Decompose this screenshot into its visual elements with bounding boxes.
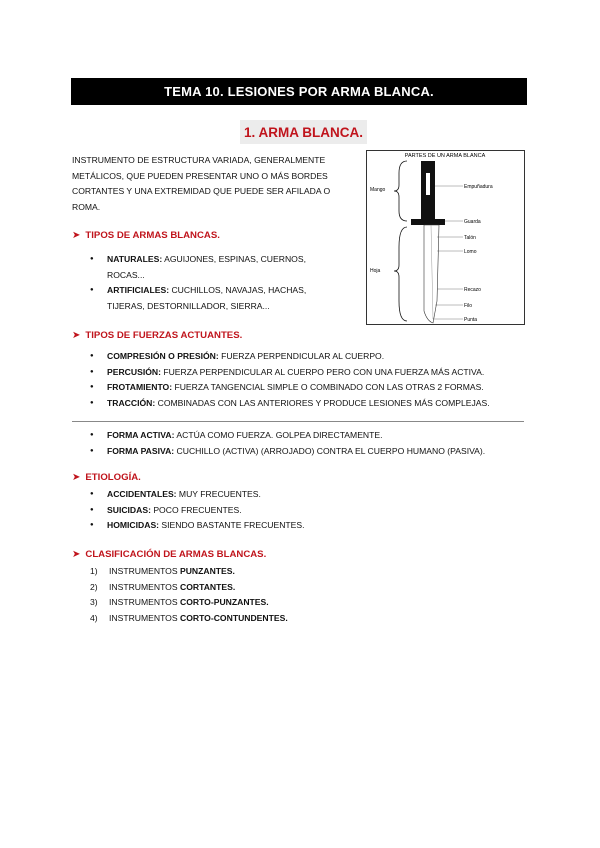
list-clasificacion: [90, 564, 288, 626]
list-formas: [90, 428, 485, 459]
label-talon: Talón: [464, 235, 476, 241]
divider: [72, 421, 524, 422]
item-label: COMPRESIÓN O PRESIÓN:: [107, 351, 219, 361]
list-item: [90, 503, 305, 519]
label-filo: Filo: [464, 303, 473, 309]
heading-etiologia: [72, 472, 141, 483]
list-etiologia: [90, 487, 305, 534]
list-item: [90, 444, 485, 460]
item-label: NATURALES:: [107, 254, 163, 264]
list-item: [90, 518, 305, 534]
item-text: FUERZA PERPENDICULAR AL CUERPO PERO CON UNA FUERZA MÁS ACTIVA.: [160, 366, 485, 377]
heading-text: CLASIFICACIÓN DE ARMAS BLANCAS.: [85, 549, 267, 560]
item-label: FORMA ACTIVA:: [107, 430, 175, 440]
item-label: FORMA PASIVA:: [107, 445, 175, 456]
label-punta: Punta: [464, 317, 478, 323]
intro-line: METÁLICOS, QUE PUEDEN PRESENTAR UNO O MÁS BORDES: [72, 170, 328, 181]
list-item: [90, 564, 288, 580]
list-item-cont: [90, 268, 306, 284]
list-item-cont: [90, 299, 306, 315]
list-item: [90, 252, 306, 268]
section-title: 1. ARMA BLANCA.: [240, 120, 367, 144]
handle-slot: [426, 173, 430, 195]
list-tipos-fuerzas: [90, 349, 490, 411]
list-item: [90, 580, 288, 596]
arrow-icon: ➤: [72, 230, 81, 241]
heading-tipos-armas: [72, 230, 220, 241]
figure-title: PARTES DE UN ARMA BLANCA: [404, 153, 486, 159]
list-tipos-armas: [90, 252, 306, 314]
item-text-cont: ROCAS...: [107, 269, 145, 280]
heading-text: ETIOLOGÍA.: [85, 472, 141, 483]
item-text: INSTRUMENTOS: [109, 612, 180, 623]
list-item: [90, 487, 305, 503]
intro-paragraph: [72, 153, 357, 215]
list-item: [90, 349, 490, 365]
heading-text: TIPOS DE FUERZAS ACTUANTES.: [85, 330, 243, 341]
item-text: MUY FRECUENTES.: [176, 489, 261, 499]
item-text: CUCHILLO (ACTIVA) (ARROJADO) CONTRA EL CUERPO HUMANO (PASIVA).: [174, 445, 486, 456]
arrow-icon: ➤: [72, 330, 81, 341]
item-label: SUICIDAS:: [107, 504, 151, 515]
list-item: [90, 396, 490, 412]
heading-text: TIPOS DE ARMAS BLANCAS.: [85, 230, 220, 241]
item-number: 2): [90, 581, 98, 592]
item-text: INSTRUMENTOS: [109, 566, 180, 576]
list-item: [90, 611, 288, 627]
item-label: TRACCIÓN:: [107, 397, 156, 408]
item-number: 4): [90, 612, 98, 623]
list-item: [90, 283, 306, 299]
list-item: [90, 380, 490, 396]
label-hoja: Hoja: [370, 268, 381, 274]
label-empunadura: Empuñadura: [464, 184, 493, 190]
item-label: HOMICIDAS:: [107, 520, 160, 530]
item-text: POCO FRECUENTES.: [150, 504, 242, 515]
arrow-icon: ➤: [72, 472, 81, 483]
heading-tipos-fuerzas: [72, 330, 242, 341]
item-label: CORTO-CONTUNDENTES.: [179, 612, 288, 623]
intro-line: ROMA.: [72, 201, 101, 212]
label-recazo: Recazo: [464, 287, 481, 293]
blade-brace: [394, 227, 407, 321]
knife-diagram-svg: [367, 151, 524, 324]
intro-line: INSTRUMENTO DE ESTRUCTURA VARIADA, GENERALMENTE: [72, 155, 326, 165]
item-text: CUCHILLOS, NAVAJAS, HACHAS,: [169, 285, 307, 295]
page-title: TEMA 10. LESIONES POR ARMA BLANCA.: [71, 78, 527, 105]
handle-brace: [394, 161, 407, 221]
label-lomo: Lomo: [464, 249, 477, 255]
label-mango: Mango: [370, 187, 386, 193]
item-label: ARTIFICIALES:: [107, 285, 170, 295]
item-number: 1): [90, 566, 98, 576]
item-text: SIENDO BASTANTE FRECUENTES.: [159, 520, 305, 530]
item-label: PUNZANTES.: [179, 566, 235, 576]
item-number: 3): [90, 597, 98, 607]
item-text: AGUIJONES, ESPINAS, CUERNOS,: [162, 254, 306, 264]
item-text: FUERZA PERPENDICULAR AL CUERPO.: [218, 351, 385, 361]
item-label: PERCUSIÓN:: [107, 366, 161, 377]
item-text: INSTRUMENTOS: [109, 597, 180, 607]
item-label: ACCIDENTALES:: [107, 489, 177, 499]
intro-line: CORTANTES Y UNA EXTREMIDAD QUE PUEDE SER AFILADA O: [72, 186, 331, 196]
item-label: FROTAMIENTO:: [107, 382, 173, 392]
item-text-cont: TIJERAS, DESTORNILLADOR, SIERRA...: [107, 300, 270, 311]
list-item: [90, 428, 485, 444]
label-guarda: Guarda: [464, 219, 481, 225]
item-text: INSTRUMENTOS: [109, 581, 180, 592]
list-item: [90, 595, 288, 611]
item-text: COMBINADAS CON LAS ANTERIORES Y PRODUCE LESIONES MÁS COMPLEJAS.: [155, 397, 490, 408]
item-label: CORTO-PUNZANTES.: [179, 597, 269, 607]
heading-clasificacion: [72, 549, 266, 560]
item-text: ACTÚA COMO FUERZA. GOLPEA DIRECTAMENTE.: [174, 430, 383, 440]
arrow-icon: ➤: [72, 549, 81, 560]
list-item: [90, 365, 490, 381]
knife-diagram: [366, 150, 525, 325]
item-text: FUERZA TANGENCIAL SIMPLE O COMBINADO CON LAS OTRAS 2 FORMAS.: [172, 382, 484, 392]
item-label: CORTANTES.: [179, 581, 236, 592]
knife-guard: [411, 219, 445, 225]
